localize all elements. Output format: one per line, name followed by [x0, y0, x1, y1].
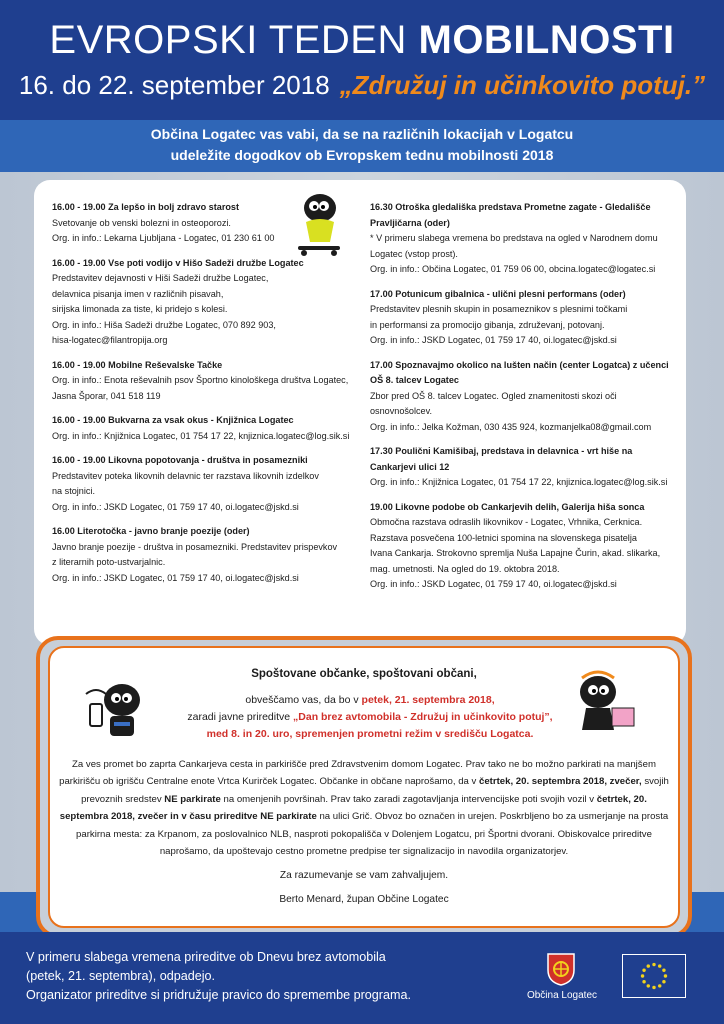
event-item: 16.30 Otroška gledališka predstava Prometne zagate - Gledališče Pravljičarna (oder) * V primeru slabega vremena bo predstava na ogled v Narodnem domu Logatec (vstop prost). Org. in info.: Občina Logatec, 01 759 06 00, obcina.logatec@logatec.si — [370, 202, 658, 274]
dates-line — [0, 70, 724, 101]
event-item: 16.00 - 19.00 Bukvarna za vsak okus - Knjižnica Logatec Org. in info.: Knjižnica Logatec, 01 754 17 22, knjiznica.logatec@log.sik.si — [52, 415, 350, 441]
intro-band — [0, 120, 724, 172]
notice-title: Spoštovane občanke, spoštovani občani, — [251, 668, 477, 680]
eu-flag-icon — [622, 954, 686, 998]
event-item: 16.00 - 19.00 Mobilne Reševalske Tačke Org. in info.: Enota reševalnih psov Športno kinološkega društva Logatec, Jasna Šporar, 041 518 119 — [52, 359, 349, 401]
header — [0, 0, 724, 120]
event-item: 16.00 - 19.00 Likovna popotovanja - društva in posamezniki Predstavitev poteka likovnih delavnic ter razstava likovnih izdelkov na stojnici. Org. in info.: JSKD Logatec, 01 759 17 40, oi.logatec@jskd.si — [52, 455, 319, 512]
event-item: 16.00 Literotočka - javno branje poezije (oder) Javno branje poezije - društva in posamezniki. Predstavitev prispevkov z literarnih poto-ustvarjalnic. Org. in info.: JSKD Logatec, 01 759 17 40, oi.logatec@jskd.si — [52, 526, 338, 583]
dates: 16. do 22. september 2018 — [18, 70, 330, 100]
footer-text: V primeru slabega vremena prireditve ob Dnevu brez avtomobila (petek, 21. septembra), odpadejo. Organizator prireditve si pridružuje pravico do spremembe programa. — [26, 950, 411, 1002]
notice-lead: obveščamo vas, da bo v petek, 21. septembra 2018, zaradi javne prireditve „Dan brez avtomobila - Združuj in učinkovito potuj”, med 8. in 20. uro, spremenjen prometni režim v središču Logatca. — [187, 694, 553, 740]
municipality-crest-icon — [546, 952, 576, 986]
crest-label: Občina Logatec — [526, 990, 598, 1001]
intro-line-2: udeležite dogodkov ob Evropskem tednu mobilnosti 2018 — [170, 147, 554, 163]
event-item: 16.00 - 19.00 Vse poti vodijo v Hišo Sadeži družbe Logatec Predstavitev dejavnosti v Hiši Sadeži družbe Logatec, delavnica pisanja imen v različnih pisavah, sirijska limonada za tiste, ki pridejo s kolesi. Org. in info.: Hiša Sadeži družbe Logatec, 070 892 903, hisa-logatec@filantropija.org — [52, 257, 304, 345]
notice-body: Za ves promet bo zaprta Cankarjeva cesta in parkirišče pred Zdravstvenim domom Logatec. Prav tako ne bo možno parkirati na manjšem parkirišču ob igrišču Centralne enote Vrtca Kurirček Logatec. Občanke in občane naprošamo, da v četrtek, 20. septembra 2018, zvečer, svojih prevoznih sredstev NE parkirate na omenjenih površinah. Prav tako zaradi zagotavljanja intervencijske poti svojih vozil v četrtek, 20. septembra 2018, zvečer in v času prireditve NE parkirate na ulici Grič. Obvoz bo označen in urejen. Poskrbljeno bo za usmerjanje na prosta parkirna mesta: za Krpanom, za poslovalnico NLB, nasproti pokopališča v Dolenjem Logatcu, pri Športni dvorani. Obiskovalce prireditve naprošamo, da upoštevajo cestno prometne predpise ter signalizacijo in navodila organizatorjev. — [59, 759, 669, 858]
event-item: 17.00 Spoznavajmo okolico na lušten način (center Logatca) z učenci OŠ 8. talcev Logatec Zbor pred OŠ 8. talcev Logatec. Ogled znamenitosti skozi oči osnovnošolcev. Org. in info.: Jelka Kožman, 030 435 924, kozmanjelka08@gmail.com — [370, 359, 669, 432]
event-item: 17.30 Pouličnі Kamišibaj, predstava in delavnica - vrt hiše na Cankarjevi ulici 12 Org. in info.: Knjižnica Logatec, 01 754 17 22, knjiznica.logatec@log.sik.si — [370, 446, 668, 487]
page-title: EVROPSKI TEDEN MOBILNOSTI — [49, 18, 675, 62]
phone-mascot-icon — [80, 674, 150, 744]
notice-signature: Berto Menard, župan Občine Logatec — [279, 894, 449, 905]
notice-thanks: Za razumevanje se vam zahvaljujem. — [279, 870, 449, 881]
events-left-column — [52, 200, 352, 595]
slogan: „Združuj in učinkovito potuj.” — [339, 70, 706, 100]
event-item: 19.00 Likovne podobe ob Cankarjevih delih, Galerija hiša sonca Območna razstava odraslih likovnikov - Logatec, Vrhnika, Cerknica. Razstava posvečena 100-letnici spomina na slovenskega pisatelja Ivana Cankarja. Strokovno spremlja Nuša Lapajne Čurin, akad. slikarka, mag. umetnosti. Na ogled do 19. oktobra 2018. Org. in info.: JSKD Logatec, 01 759 17 40, oi.logatec@jskd.si — [370, 501, 661, 589]
events-right-column — [370, 200, 670, 602]
event-item: 17.00 Potunicum gibalnica - ulični plesni performans (oder) Predstavitev plesnih skupin in posameznikov s plesnimi točkami in performansi za promocijo gibanja, združevanj, potovanj. Org. in info.: JSKD Logatec, 01 759 17 40, oi.logatec@jskd.si — [370, 288, 628, 345]
event-item: 16.00 - 19.00 Za lepšo in bolj zdravo starost Svetovanje ob venski bolezni in osteoporozi. Org. in info.: Lekarna Ljubljana - Logatec, 01 230 61 00 — [52, 202, 275, 243]
intro-line-1: Občina Logatec vas vabi, da se na različnih lokacijah v Logatcu — [150, 126, 574, 142]
